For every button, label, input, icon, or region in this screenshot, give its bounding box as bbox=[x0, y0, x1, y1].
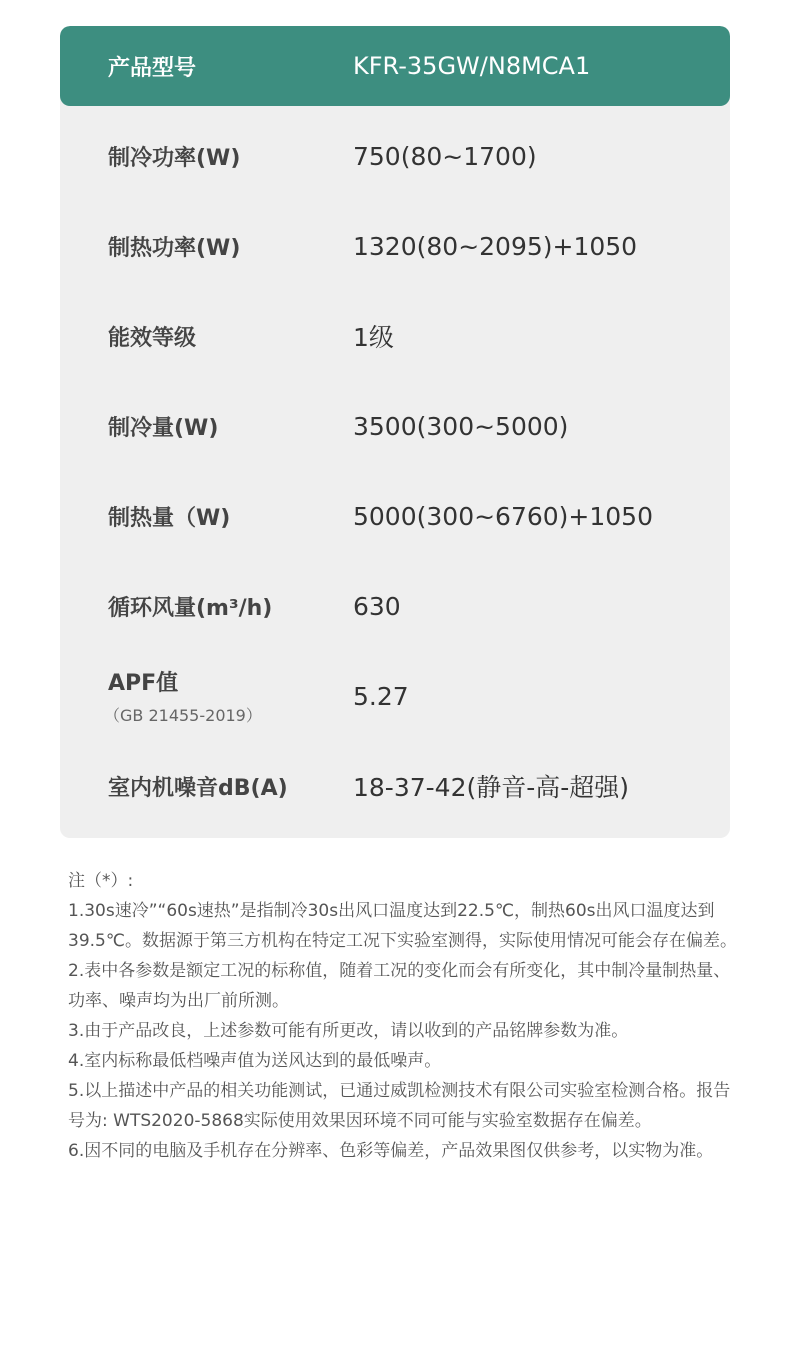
spec-label: 制冷量(W) bbox=[108, 415, 219, 441]
model-label: 产品型号 bbox=[108, 55, 197, 81]
spec-table bbox=[60, 26, 730, 838]
spec-row-apf bbox=[60, 651, 730, 741]
spec-row-efficiency-grade bbox=[60, 291, 730, 381]
spec-row-heating-capacity bbox=[60, 471, 730, 561]
notes-section bbox=[68, 866, 738, 1166]
note-item: 1.30s速冷”“60s速热”是指制冷30s出风口温度达到22.5℃，制热60s出风口温度达到39.5℃。数据源于第三方机构在特定工况下实验室测得，实际使用情况可能会存在偏差。 bbox=[68, 901, 737, 951]
spec-sublabel: （GB 21455-2019） bbox=[104, 706, 262, 725]
spec-row-heating-power bbox=[60, 201, 730, 291]
model-value: KFR-35GW/N8MCA1 bbox=[353, 52, 591, 80]
note-item: 6.因不同的电脑及手机存在分辨率、色彩等偏差，产品效果图仅供参考，以实物为准。 bbox=[68, 1141, 714, 1161]
spec-row-cooling-capacity bbox=[60, 381, 730, 471]
spec-label: 制热功率(W) bbox=[108, 235, 241, 261]
note-item: 5.以上描述中产品的相关功能测试，已通过威凯检测技术有限公司实验室检测合格。报告号为: WTS2020-5868实际使用效果因环境不同可能与实验室数据存在偏差。 bbox=[68, 1081, 731, 1131]
note-item: 4.室内标称最低档噪声值为送风达到的最低噪声。 bbox=[68, 1051, 442, 1071]
spec-value: 1320(80~2095)+1050 bbox=[353, 231, 638, 261]
spec-label: 室内机噪音dB(A) bbox=[108, 775, 288, 801]
spec-value: 5000(300~6760)+1050 bbox=[353, 501, 653, 531]
spec-label: APF值 bbox=[108, 671, 179, 696]
spec-header-row bbox=[60, 26, 730, 106]
spec-value: 5.27 bbox=[353, 681, 409, 711]
spec-label: 制热量（W) bbox=[108, 505, 231, 531]
notes-title: 注（*）: bbox=[68, 871, 134, 891]
note-item: 2.表中各参数是额定工况的标称值，随着工况的变化而会有所变化，其中制冷量制热量、功率、噪声均为出厂前所测。 bbox=[68, 961, 731, 1011]
spec-value: 3500(300~5000) bbox=[353, 411, 569, 441]
spec-row-cooling-power bbox=[60, 111, 730, 201]
spec-row-noise bbox=[60, 741, 730, 831]
spec-label: 循环风量(m³/h) bbox=[108, 595, 273, 621]
spec-value: 750(80~1700) bbox=[353, 141, 537, 171]
spec-value: 630 bbox=[353, 591, 401, 621]
spec-value: 1级 bbox=[353, 323, 394, 352]
spec-row-airflow bbox=[60, 561, 730, 651]
spec-label: 制冷功率(W) bbox=[108, 145, 241, 171]
spec-value: 18-37-42(静音-高-超强) bbox=[353, 773, 630, 802]
note-item: 3.由于产品改良，上述参数可能有所更改，请以收到的产品铭牌参数为准。 bbox=[68, 1021, 629, 1041]
spec-label-apf bbox=[60, 666, 353, 726]
spec-label: 能效等级 bbox=[108, 325, 197, 351]
